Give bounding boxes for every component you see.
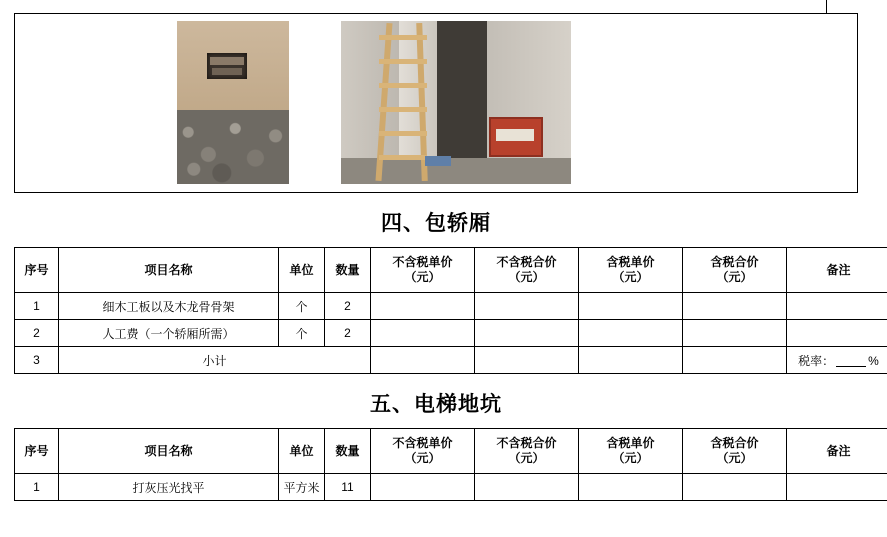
- cell-name: 打灰压光找平: [59, 474, 279, 501]
- photo-corridor-with-ladder: [341, 21, 571, 184]
- th-price-ex-tax-l2: （元）: [404, 270, 441, 284]
- tax-rate-unit: %: [868, 353, 879, 368]
- th-no: 序号: [15, 429, 59, 474]
- wall-opening: [207, 53, 247, 79]
- th-total-inc-tax: [683, 429, 787, 474]
- cell-total-ex-tax[interactable]: [475, 320, 579, 347]
- cell-price-ex-tax[interactable]: [371, 320, 475, 347]
- th-total-inc-tax-l1: 含税合价: [710, 436, 759, 450]
- ladder-rung: [379, 131, 427, 136]
- th-price-ex-tax-l1: 不含税单价: [392, 436, 453, 450]
- cell-no: 1: [15, 293, 59, 320]
- cell-subtotal-label: 小计: [59, 347, 371, 374]
- th-price-inc-tax-l2: （元）: [612, 270, 649, 284]
- brick-edge-top: [210, 57, 244, 65]
- cell-price-inc-tax[interactable]: [579, 320, 683, 347]
- cell-price-inc-tax[interactable]: [579, 347, 683, 374]
- red-equipment-box: [489, 117, 543, 157]
- cell-no: 2: [15, 320, 59, 347]
- table-subtotal-row: [15, 347, 887, 374]
- th-remark: 备注: [787, 248, 887, 293]
- th-unit: 单位: [279, 429, 325, 474]
- brick-edge-bottom: [212, 68, 242, 75]
- cell-price-inc-tax[interactable]: [579, 293, 683, 320]
- cell-name: 细木工板以及木龙骨骨架: [59, 293, 279, 320]
- cell-price-ex-tax[interactable]: [371, 293, 475, 320]
- th-price-inc-tax: [579, 429, 683, 474]
- th-name: 项目名称: [59, 429, 279, 474]
- ladder-rung: [379, 35, 427, 40]
- cell-price-ex-tax[interactable]: [371, 474, 475, 501]
- cell-no: 3: [15, 347, 59, 374]
- equipment-box-label: [496, 129, 534, 141]
- cell-remark[interactable]: [787, 474, 887, 501]
- section-title-5: 五、电梯地坑: [370, 391, 502, 416]
- th-price-inc-tax-l1: 含税单价: [606, 436, 655, 450]
- table-bao-jiao-xiang: [14, 247, 887, 374]
- cell-total-inc-tax[interactable]: [683, 474, 787, 501]
- cell-tax-rate[interactable]: [787, 347, 887, 374]
- photo-band: [14, 13, 858, 193]
- ladder-rung: [379, 59, 427, 64]
- th-total-ex-tax-l1: 不含税合价: [496, 255, 557, 269]
- th-price-ex-tax: [371, 248, 475, 293]
- th-qty: 数量: [325, 429, 371, 474]
- cell-remark[interactable]: [787, 320, 887, 347]
- th-price-ex-tax-l2: （元）: [404, 451, 441, 465]
- table-row: [15, 320, 887, 347]
- cell-qty: 2: [325, 320, 371, 347]
- rubble-pile: [177, 110, 289, 184]
- th-remark: 备注: [787, 429, 887, 474]
- cell-unit: 个: [279, 293, 325, 320]
- th-price-ex-tax-l1: 不含税单价: [392, 255, 453, 269]
- th-total-ex-tax-l1: 不含税合价: [496, 436, 557, 450]
- cell-total-inc-tax[interactable]: [683, 347, 787, 374]
- ladder-rung: [379, 155, 427, 160]
- th-total-ex-tax-l2: （元）: [508, 451, 545, 465]
- th-total-ex-tax-l2: （元）: [508, 270, 545, 284]
- ladder-rung: [379, 83, 427, 88]
- blue-debris: [425, 156, 451, 166]
- table-dianti-dikeng: [14, 428, 887, 501]
- th-total-inc-tax-l2: （元）: [716, 451, 753, 465]
- cell-total-ex-tax[interactable]: [475, 474, 579, 501]
- cell-total-ex-tax[interactable]: [475, 293, 579, 320]
- cell-qty: 11: [325, 474, 371, 501]
- cell-total-ex-tax[interactable]: [475, 347, 579, 374]
- cell-total-inc-tax[interactable]: [683, 320, 787, 347]
- th-qty: 数量: [325, 248, 371, 293]
- th-price-inc-tax-l1: 含税单价: [606, 255, 655, 269]
- th-total-inc-tax-l1: 含税合价: [710, 255, 759, 269]
- photo-wall-with-opening: [177, 21, 289, 184]
- cell-price-inc-tax[interactable]: [579, 474, 683, 501]
- table-row: [15, 293, 887, 320]
- cell-qty: 2: [325, 293, 371, 320]
- section-title-4: 四、包轿厢: [381, 210, 491, 235]
- table-row: [15, 474, 887, 501]
- table-header-row: [15, 429, 887, 474]
- table-header-row: [15, 248, 887, 293]
- cell-unit: 平方米: [279, 474, 325, 501]
- th-price-inc-tax-l2: （元）: [612, 451, 649, 465]
- th-total-inc-tax-l2: （元）: [716, 270, 753, 284]
- cell-total-inc-tax[interactable]: [683, 293, 787, 320]
- ladder-rung: [379, 107, 427, 112]
- th-total-ex-tax: [475, 248, 579, 293]
- th-price-ex-tax: [371, 429, 475, 474]
- th-unit: 单位: [279, 248, 325, 293]
- cell-no: 1: [15, 474, 59, 501]
- cell-price-ex-tax[interactable]: [371, 347, 475, 374]
- tax-rate-label: 税率：: [798, 353, 835, 368]
- th-total-inc-tax: [683, 248, 787, 293]
- document-content: [14, 0, 879, 501]
- th-name: 项目名称: [59, 248, 279, 293]
- cell-name: 人工费（一个轿厢所需）: [59, 320, 279, 347]
- tax-rate-blank[interactable]: [836, 366, 866, 367]
- cell-unit: 个: [279, 320, 325, 347]
- th-no: 序号: [15, 248, 59, 293]
- th-price-inc-tax: [579, 248, 683, 293]
- th-total-ex-tax: [475, 429, 579, 474]
- cell-remark[interactable]: [787, 293, 887, 320]
